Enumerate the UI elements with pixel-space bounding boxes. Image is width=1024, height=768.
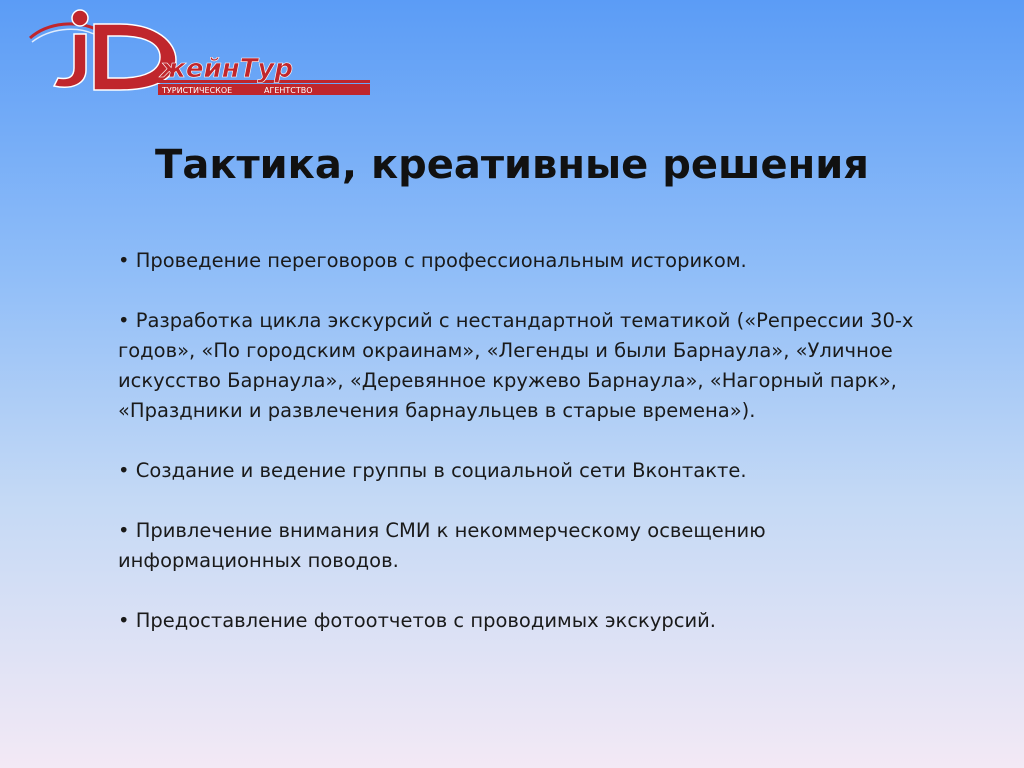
bullet-item: • Предоставление фотоотчетов с проводимых экскурсий. (118, 609, 716, 632)
company-logo (28, 4, 378, 100)
logo-tagline-left: ТУРИСТИЧЕСКОЕ (162, 86, 233, 95)
logo-tagline-right: АГЕНТСТВО (264, 86, 313, 95)
bullet-item: • Привлечение внимания СМИ к некоммерческому освещению информационных поводов. (118, 519, 766, 572)
logo-emblem-icon (28, 4, 378, 100)
bullet-item: • Разработка цикла экскурсий с нестандартной тематикой («Репрессии 30-х годов», «По городским окраинам», «Легенды и были Барнаула», «Уличное искусство Барнаула», «Деревянное кружево Барнаула», «Нагорный парк», «Праздники и развлечения барнаульцев в старые времена»). (118, 309, 914, 422)
bullet-list (118, 246, 918, 636)
bullet-item: • Создание и ведение группы в социальной сети Вконтакте. (118, 459, 747, 482)
logo-brand-text: жейнТур (160, 54, 293, 84)
bullet-item: • Проведение переговоров с профессиональным историком. (118, 249, 747, 272)
slide-title: Тактика, креативные решения (155, 142, 869, 188)
